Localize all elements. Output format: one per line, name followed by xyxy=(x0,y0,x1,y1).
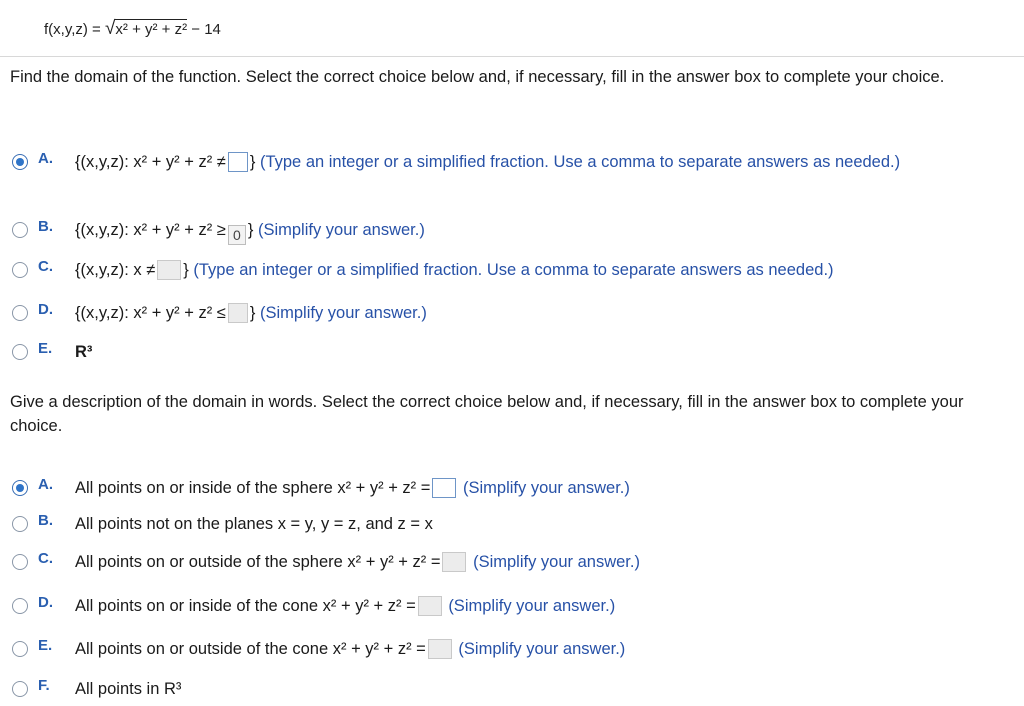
q2-a-hint: (Simplify your answer.) xyxy=(462,479,630,497)
question2-prompt: Give a description of the domain in words. Select the correct choice below and, if necessary, fill in the answer box to complete your choice. xyxy=(10,393,964,435)
q2-e-text: All points on or outside of the cone x² + y² + z² = xyxy=(75,640,426,658)
q2-d-hint: (Simplify your answer.) xyxy=(448,597,616,615)
q2-c-text: All points on or outside of the sphere x² + y² + z² = xyxy=(75,553,441,571)
q1-c-close: } xyxy=(183,261,189,279)
q1-b-close: } xyxy=(247,221,254,239)
function-label: f(x,y,z) = xyxy=(44,21,101,38)
q2-e-hint: (Simplify your answer.) xyxy=(458,640,626,658)
q1-a-math: {(x,y,z): x² + y² + z² ≠ xyxy=(75,153,226,171)
q1-radio-a[interactable] xyxy=(12,154,28,170)
q1-letter-e: E. xyxy=(38,340,53,357)
q2-c-answer-box[interactable] xyxy=(442,552,466,572)
q2-choice-c-text xyxy=(75,550,640,575)
q1-b-answer-box[interactable]: 0 xyxy=(228,225,246,245)
q1-choice-a[interactable] xyxy=(12,150,1004,202)
q1-e-math: R³ xyxy=(75,343,93,361)
q2-letter-d: D. xyxy=(38,594,53,611)
q1-letter-d: D. xyxy=(38,301,53,318)
q2-a-answer-box[interactable] xyxy=(432,478,456,498)
q2-e-answer-box[interactable] xyxy=(428,639,452,659)
function-definition xyxy=(44,18,221,40)
header-divider xyxy=(0,56,1024,57)
q2-radio-c[interactable] xyxy=(12,554,28,570)
q1-choice-c-text xyxy=(75,258,834,283)
q2-b-text: All points not on the planes x = y, y = z, and z = x xyxy=(75,515,433,533)
q1-d-answer-box[interactable] xyxy=(228,303,248,323)
q2-radio-f[interactable] xyxy=(12,681,28,697)
q2-c-hint: (Simplify your answer.) xyxy=(473,553,640,571)
q1-choice-b-text xyxy=(75,218,425,245)
q2-choice-d-text xyxy=(75,594,615,619)
q2-d-answer-box[interactable] xyxy=(418,596,442,616)
q1-letter-c: C. xyxy=(38,258,53,275)
q2-letter-b: B. xyxy=(38,512,53,529)
q2-f-text: All points in R³ xyxy=(75,680,182,698)
q2-radio-d[interactable] xyxy=(12,598,28,614)
q2-letter-a: A. xyxy=(38,476,53,493)
function-radicand: x² + y² + z² xyxy=(115,21,188,38)
q1-b-math: {(x,y,z): x² + y² + z² ≥ xyxy=(75,221,226,239)
q2-radio-b[interactable] xyxy=(12,516,28,532)
q1-c-hint: (Type an integer or a simplified fraction. Use a comma to separate answers as needed.) xyxy=(193,261,834,279)
q1-a-close: } xyxy=(249,153,256,171)
q1-d-math: {(x,y,z): x² + y² + z² ≤ xyxy=(75,304,226,322)
q2-letter-f: F. xyxy=(38,677,50,694)
q2-letter-c: C. xyxy=(38,550,53,567)
function-constant: − 14 xyxy=(191,21,221,38)
q1-choice-d-text xyxy=(75,301,427,326)
q2-letter-e: E. xyxy=(38,637,53,654)
q1-d-close: } xyxy=(249,304,256,322)
q1-radio-d[interactable] xyxy=(12,305,28,321)
q2-choice-e-text xyxy=(75,637,625,662)
q2-d-text: All points on or inside of the cone x² + y² + z² = xyxy=(75,597,416,615)
q1-radio-b[interactable] xyxy=(12,222,28,238)
q1-radio-c[interactable] xyxy=(12,262,28,278)
q1-a-answer-box[interactable] xyxy=(228,152,248,172)
square-root-icon: √ xyxy=(104,18,116,39)
q1-choice-a-text xyxy=(75,150,1004,175)
q1-c-answer-box[interactable] xyxy=(157,260,181,280)
q1-letter-a: A. xyxy=(38,150,53,167)
q1-letter-b: B. xyxy=(38,218,53,235)
q1-radio-e[interactable] xyxy=(12,344,28,360)
q2-radio-e[interactable] xyxy=(12,641,28,657)
q2-choice-a-text xyxy=(75,476,630,501)
q1-b-hint: (Simplify your answer.) xyxy=(257,221,425,239)
q2-radio-a[interactable] xyxy=(12,480,28,496)
question1-prompt: Find the domain of the function. Select the correct choice below and, if necessary, fill in the answer box to complete your choice. xyxy=(10,68,945,86)
q1-d-hint: (Simplify your answer.) xyxy=(259,304,427,322)
q1-a-hint: (Type an integer or a simplified fraction. Use a comma to separate answers as needed.) xyxy=(259,153,901,171)
q1-c-math: {(x,y,z): x ≠ xyxy=(75,261,156,279)
q2-a-text: All points on or inside of the sphere x² + y² + z² = xyxy=(75,479,431,497)
